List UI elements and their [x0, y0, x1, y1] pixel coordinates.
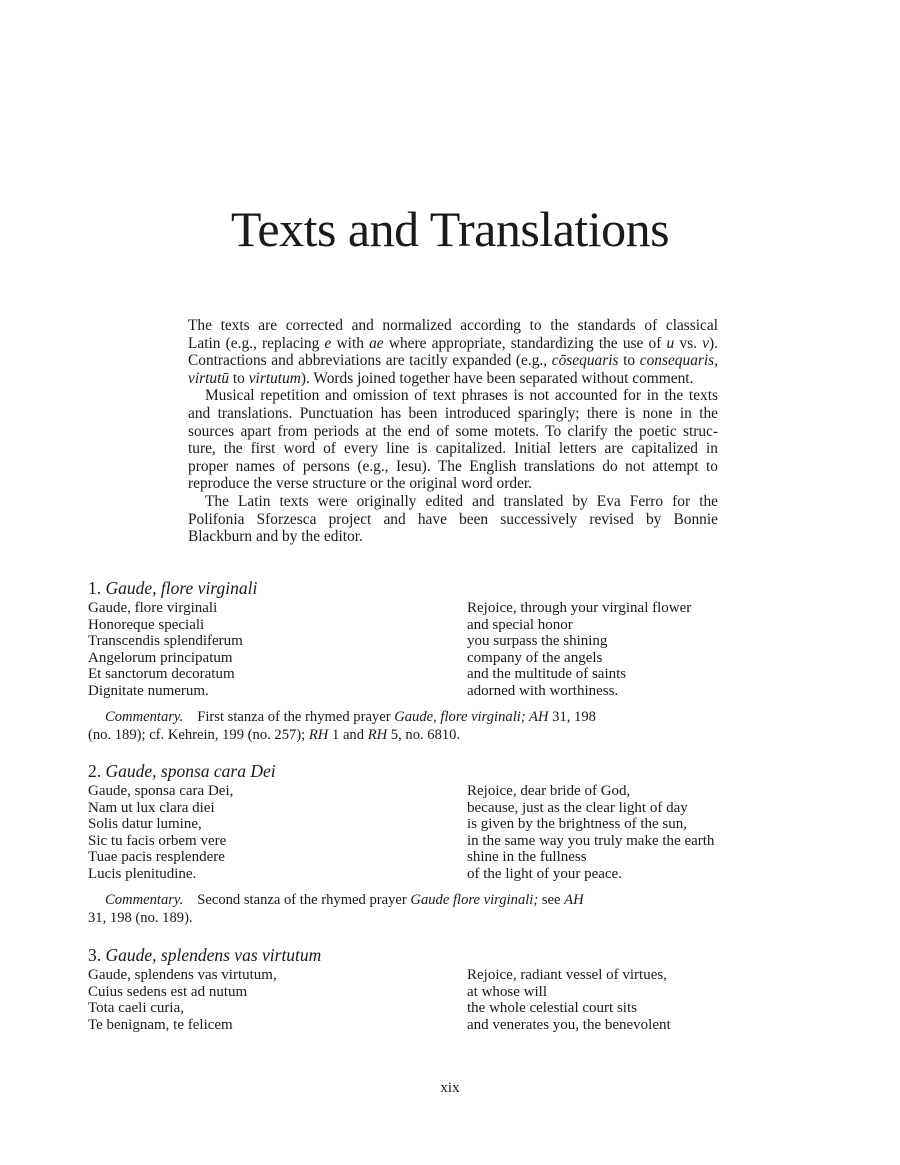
text: 31, 198	[548, 709, 596, 725]
text: First stanza of the rhymed prayer	[197, 709, 395, 725]
commentary	[88, 709, 748, 744]
text: Musical repetition and omission of text phrases is not accounted for in the texts	[205, 387, 718, 405]
text: ture, the first word of every line is capitalized. Initial letters are capitalized in	[188, 440, 718, 458]
latin-line: Dignitate numerum.	[88, 682, 209, 699]
italic-text: Gaude flore virginali;	[410, 892, 539, 908]
italic-text: AH	[564, 892, 584, 908]
english-line: and venerates you, the benevolent	[467, 1016, 671, 1033]
latin-text	[88, 783, 467, 882]
english-line: at whose will	[467, 983, 547, 1000]
text: Polifonia Sforzesca project and have been successively revised by Bonnie	[188, 510, 718, 528]
page-number: xix	[440, 1080, 460, 1096]
english-line: you surpass the shining	[467, 633, 608, 649]
intro-line	[188, 458, 718, 476]
english-line: of the light of your peace.	[467, 865, 622, 882]
text: Blackburn and by the editor.	[188, 528, 363, 546]
english-line: because, just as the clear light of day	[467, 799, 688, 816]
text: ). Words joined together have been separated without comment.	[300, 369, 694, 387]
text: vs.	[674, 334, 703, 352]
latin-line: Tuae pacis resplendere	[88, 849, 225, 865]
text: The Latin texts were originally edited and translated by Eva Ferro for the	[205, 492, 718, 510]
italic-text: RH	[308, 726, 329, 743]
section-3	[88, 944, 748, 1033]
section-2	[88, 760, 748, 927]
section-title: Gaude, splendens vas virtutum	[105, 945, 322, 965]
text: see	[538, 892, 565, 908]
verse-columns	[88, 967, 748, 1033]
text: Second stanza of the rhymed prayer	[197, 892, 411, 908]
commentary-line	[88, 910, 748, 928]
italic-text: Commentary.	[105, 709, 184, 725]
intro-line	[188, 335, 718, 353]
verse-columns	[88, 783, 748, 882]
text: Latin (e.g., replacing	[188, 334, 325, 352]
english-line: company of the angels	[467, 649, 603, 666]
intro-line	[188, 511, 718, 529]
section-heading	[88, 577, 748, 599]
text: reproduce the verse structure or the original word order.	[188, 475, 533, 493]
section-heading	[88, 760, 748, 782]
text: to	[229, 369, 249, 387]
page-title: Texts and Translations	[230, 201, 670, 257]
english-translation	[467, 967, 671, 1033]
latin-line: Honoreque speciali	[88, 616, 205, 633]
text: The texts are corrected and normalized according to the standards of classical	[188, 317, 718, 334]
text: to	[618, 352, 640, 370]
english-line: and the multitude of saints	[467, 666, 627, 682]
text: Contractions and abbreviations are tacitly expanded (e.g.,	[188, 352, 552, 370]
italic-text: consequaris,	[639, 352, 718, 370]
english-line: Rejoice, dear bride of God,	[467, 783, 631, 799]
intro-line	[188, 493, 718, 511]
intro-line	[188, 387, 718, 405]
text: 31, 198 (no. 189).	[88, 909, 193, 926]
italic-text: virtutum	[248, 369, 301, 387]
english-line: is given by the brightness of the sun,	[467, 816, 687, 832]
section-title: Gaude, sponsa cara Dei	[105, 761, 276, 781]
verse-columns	[88, 600, 748, 699]
english-line: Rejoice, through your virginal flower	[467, 600, 692, 616]
latin-line: Solis datur lumine,	[88, 816, 202, 832]
latin-text	[88, 967, 467, 1033]
intro-line	[188, 528, 718, 546]
english-line: the whole celestial court sits	[467, 1000, 637, 1016]
italic-text: u	[666, 334, 675, 352]
text: with	[331, 334, 370, 352]
text: 1 and	[328, 726, 368, 743]
latin-line: Gaude, splendens vas virtutum,	[88, 967, 277, 983]
commentary-line	[88, 709, 748, 727]
latin-line: Tota caeli curia,	[88, 1000, 184, 1016]
text: sources apart from periods at the end of some motets. To clarify the poetic struc-	[188, 422, 718, 440]
italic-text: ae	[369, 334, 384, 352]
latin-text	[88, 600, 467, 699]
english-line: Rejoice, radiant vessel of virtues,	[467, 967, 667, 983]
text: proper names of persons (e.g., Iesu). The English translations do not attempt to	[188, 457, 718, 475]
text: where appropriate, standardizing the use of	[383, 334, 667, 352]
latin-line: Gaude, flore virginali	[88, 600, 218, 616]
intro-line	[188, 423, 718, 441]
commentary-line	[88, 727, 748, 745]
intro-line	[188, 352, 718, 370]
text: 5, no. 6810.	[387, 726, 461, 743]
section-title: Gaude, flore virginali	[105, 578, 258, 598]
introduction	[188, 317, 718, 546]
section-heading	[88, 944, 748, 966]
commentary-line	[88, 892, 748, 910]
latin-line: Nam ut lux clara diei	[88, 799, 215, 816]
english-line: and special honor	[467, 616, 573, 633]
section-number: 2.	[88, 761, 102, 781]
italic-text: cōsequaris	[551, 352, 619, 370]
italic-text: virtutū	[188, 369, 230, 387]
italic-text: v	[702, 334, 710, 352]
latin-line: Sic tu facis orbem vere	[88, 832, 227, 849]
text: and translations. Punctuation has been introduced sparingly; there is none in the	[188, 404, 718, 422]
italic-text: RH	[367, 726, 388, 743]
intro-line	[188, 440, 718, 458]
intro-line	[188, 475, 718, 493]
intro-line	[188, 405, 718, 423]
latin-line: Te benignam, te felicem	[88, 1016, 233, 1033]
intro-line	[188, 370, 718, 388]
commentary	[88, 892, 748, 927]
section-1	[88, 577, 748, 744]
italic-text: Gaude, flore virginali; AH	[394, 709, 549, 725]
italic-text: e	[324, 334, 332, 352]
english-translation	[467, 600, 691, 699]
latin-line: Et sanctorum decoratum	[88, 666, 235, 682]
italic-text: Commentary.	[105, 892, 184, 908]
latin-line: Angelorum principatum	[88, 649, 233, 666]
english-line: adorned with worthiness.	[467, 682, 619, 699]
latin-line: Cuius sedens est ad nutum	[88, 983, 248, 1000]
english-line: in the same way you truly make the earth	[467, 832, 715, 849]
latin-line: Transcendis splendiferum	[88, 633, 243, 649]
section-number: 3.	[88, 945, 102, 965]
latin-line: Lucis plenitudine.	[88, 865, 197, 882]
english-translation	[467, 783, 714, 882]
section-number: 1.	[88, 578, 102, 598]
text: (no. 189); cf. Kehrein, 199 (no. 257);	[88, 726, 309, 743]
text: ).	[709, 334, 718, 352]
intro-line	[188, 317, 718, 335]
english-line: shine in the fullness	[467, 849, 587, 865]
latin-line: Gaude, sponsa cara Dei,	[88, 783, 234, 799]
